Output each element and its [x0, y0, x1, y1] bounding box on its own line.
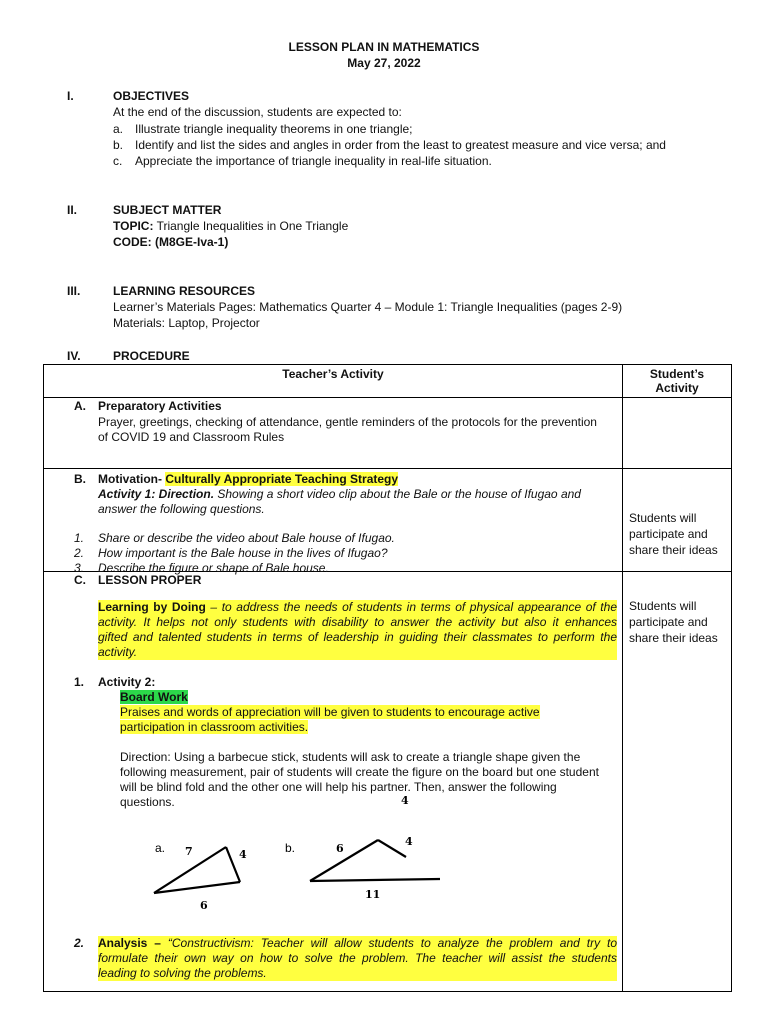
objectives-heading: I. OBJECTIVES: [67, 89, 190, 103]
strategy-highlight: Culturally Appropriate Teaching Strategy: [165, 472, 399, 486]
triangle-figures: [44, 572, 622, 992]
praise-line2: participation in classroom activities.: [120, 720, 309, 734]
objectives-intro: At the end of the discussion, students are expected to:: [113, 105, 402, 119]
fig-a-side-left: 7: [185, 845, 193, 858]
topic-line: TOPIC: Triangle Inequalities in One Triangle: [113, 219, 349, 233]
student-activity-header: Student’s Activity: [623, 365, 732, 398]
prep-student-cell: [623, 398, 732, 469]
preparatory-cell: [44, 398, 623, 469]
fig-a-marker: a.: [155, 841, 166, 855]
lesson-student-cell: [623, 572, 732, 992]
prep-line1: Prayer, greetings, checking of attendance, gentle reminders of the protocols for the prevention: [98, 415, 597, 429]
resources-heading: III. LEARNING RESOURCES: [67, 284, 256, 298]
code-line: CODE: (M8GE-Iva-1): [113, 235, 229, 249]
procedure-heading: IV. PROCEDURE: [67, 349, 190, 363]
lesson-proper-cell: [44, 572, 623, 992]
fig-b-side-bottom: 11: [365, 888, 381, 901]
fig-b-side-top: 4: [401, 794, 409, 807]
fig-b-side-left: 6: [336, 842, 344, 855]
document-title: LESSON PLAN IN MATHEMATICS: [288, 40, 480, 54]
fig-b-marker: b.: [285, 841, 296, 855]
prep-heading: A. Preparatory Activities: [74, 399, 222, 413]
motivation-question: 2. How important is the Bale house in the lives of Ifugao?: [74, 546, 388, 560]
lesson-heading: C. LESSON PROPER: [74, 573, 202, 587]
student-text: share their ideas: [629, 543, 718, 557]
subject-matter-heading: II. SUBJECT MATTER: [67, 203, 222, 217]
procedure-table: [43, 364, 732, 992]
activity1-line: Activity 1: Direction. Showing a short video clip about the Bale or the house of Ifugao and: [98, 487, 581, 501]
direction-line: following measurement, pair of students will create the figure on the board but one student: [120, 765, 599, 779]
student-text: Students will: [629, 599, 697, 613]
analysis-marker: 2.: [74, 936, 85, 950]
fig-b-side-right: 4: [405, 835, 413, 848]
objective-item: c. Appreciate the importance of triangle inequality in real-life situation.: [113, 154, 492, 168]
fig-a-side-right: 4: [239, 848, 247, 861]
board-work-label: Board Work: [120, 690, 188, 704]
motivation-student-cell: [623, 469, 732, 572]
document-date: May 27, 2022: [347, 56, 421, 70]
objective-item: a. Illustrate triangle inequality theorems in one triangle;: [113, 122, 413, 136]
motivation-question: 3. Describe the figure or shape of Bale house.: [74, 561, 329, 575]
student-text: participate and: [629, 527, 708, 541]
learning-by-doing: Learning by Doing – to address the needs of students in terms of physical appearance of the activity. It helps not only students with disability to answer the activity but also it enhances gifted and talented students in terms of leadership in guiding their classmates to perform the activity.: [98, 600, 617, 659]
direction-line: questions.: [120, 795, 175, 809]
fig-a-side-bottom: 6: [200, 899, 208, 912]
student-text: participate and: [629, 615, 708, 629]
resources-line2: Materials: Laptop, Projector: [113, 316, 260, 330]
direction-line: Direction: Using a barbecue stick, students will ask to create a triangle shape given the: [120, 750, 581, 764]
motivation-question: 1. Share or describe the video about Bale house of Ifugao.: [74, 531, 395, 545]
triangle-b: [285, 794, 440, 901]
direction-line: will be blind fold and the other one will help his partner. Then, answer the following: [120, 780, 557, 794]
triangle-a: [154, 841, 247, 912]
student-text: Students will: [629, 511, 697, 525]
objective-item: b. Identify and list the sides and angles in order from the least to greatest measure and vice versa; and: [113, 138, 666, 152]
praise-line1: Praises and words of appreciation will be given to students to encourage active: [120, 705, 540, 719]
resources-line1: Learner’s Materials Pages: Mathematics Quarter 4 – Module 1: Triangle Inequalities (pages 2-9): [113, 300, 623, 314]
student-text: share their ideas: [629, 631, 718, 645]
analysis-text: Analysis – “Constructivism: Teacher will allow students to analyze the problem and try to formulate their own way on how to solve the problem. The teacher will assist the students leading to solving the problems.: [98, 936, 617, 980]
motivation-heading: B. Motivation- Culturally Appropriate Teaching Strategy: [74, 472, 399, 486]
activity1-line2: answer the following questions.: [98, 502, 265, 516]
motivation-cell: [44, 469, 623, 575]
activity2-heading: 1. Activity 2:: [74, 675, 156, 689]
teacher-activity-header: Teacher’s Activity: [44, 365, 623, 398]
prep-line2: of COVID 19 and Classroom Rules: [98, 430, 285, 444]
